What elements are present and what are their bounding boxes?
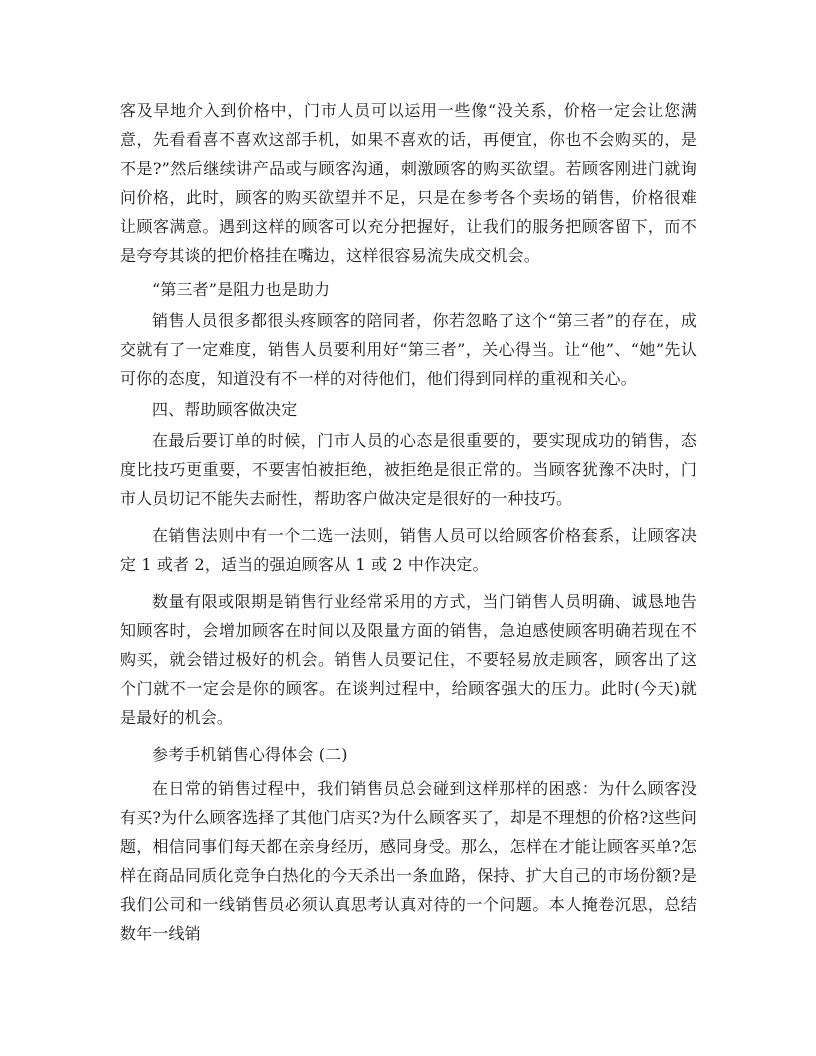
document-body xyxy=(120,96,697,948)
paragraph-two-choice-rule: 在销售法则中有一个二选一法则，销售人员可以给顾客价格套系，让顾客决定 1 或者 2，适当的强迫顾客从 1 或 2 中作决定。 xyxy=(120,526,697,574)
heading-part-two: 参考手机销售心得体会 (二) xyxy=(152,745,348,764)
paragraph-closing-attitude: 在最后要订单的时候，门市人员的心态是很重要的，要实现成功的销售，态度比技巧更重要，不要害怕被拒绝，被拒绝是很正常的。当顾客犹豫不决时，门市人员切记不能失去耐性，帮助客户做决定是很好的一种技巧。 xyxy=(120,431,697,508)
heading-third-party: “第三者”是阻力也是助力 xyxy=(152,280,331,299)
paragraph-price-intervention: 客及早地介入到价格中，门市人员可以运用一些像“没关系，价格一定会让您满意，先看看喜不喜欢这部手机，如果不喜欢的话，再便宜，你也不会购买的，是不是?”然后继续讲产品或与顾客沟通，刺激顾客的购买欲望。若顾客刚进门就询问价格，此时，顾客的购买欲望并不足，只是在参考各个卖场的销售，价格很难让顾客满意。遇到这样的顾客可以充分把握好，让我们的服务把顾客留下，而不是夸夸其谈的把价格挂在嘴边，这样很容易流失成交机会。 xyxy=(120,101,697,265)
paragraph-daily-sales: 在日常的销售过程中，我们销售员总会碰到这样那样的困惑：为什么顾客没有买?为什么顾客选择了其他门店买?为什么顾客买了，却是不理想的价格?这些问题，相信同事们每天都在亲身经历，感同身受。那么，怎样在才能让顾客买单?怎样在商品同质化竞争白热化的今天杀出一条血路，保持、扩大自己的市场份额?是我们公司和一线销售员必须认真思考认真对待的一个问题。本人掩卷沉思，总结数年一线销 xyxy=(120,779,697,943)
heading-help-decide: 四、帮助顾客做决定 xyxy=(152,400,298,419)
paragraph-third-party: 销售人员很多都很头疼顾客的陪同者，你若忽略了这个“第三者”的存在，成交就有了一定难度，销售人员要利用好“第三者”，关心得当。让“他”、“她”先认可你的态度，知道没有不一样的对待他们，他们得到同样的重视和关心。 xyxy=(120,311,697,388)
paragraph-limited-quantity: 数量有限或限期是销售行业经常采用的方式，当门销售人员明确、诚恳地告知顾客时，会增加顾客在时间以及限量方面的销售，急迫感使顾客明确若现在不购买，就会错过极好的机会。销售人员要记住，不要轻易放走顾客，顾客出了这个门就不一定会是你的顾客。在谈判过程中，给顾客强大的压力。此时(今天)就是最好的机会。 xyxy=(120,592,697,727)
